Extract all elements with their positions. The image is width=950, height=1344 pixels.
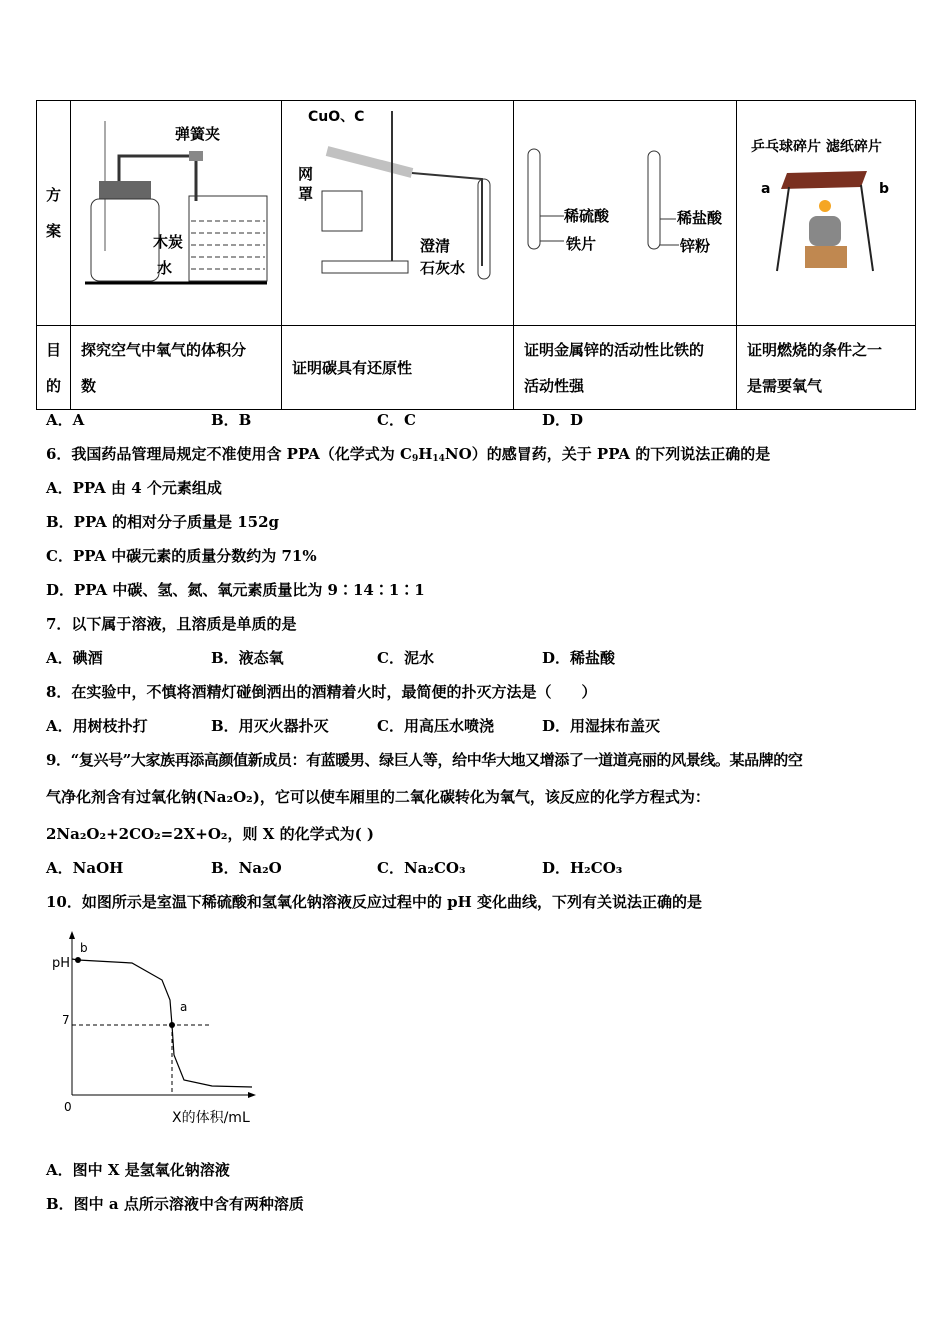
y-tick-0: 0 bbox=[64, 1100, 72, 1114]
purpose-1 bbox=[71, 326, 282, 410]
apparatus-cuo-c bbox=[282, 101, 513, 321]
label-charcoal: 木炭 bbox=[153, 233, 184, 251]
text: H bbox=[418, 445, 433, 463]
purpose-text: 证明金属锌的活动性比铁的 bbox=[524, 340, 705, 359]
label-net: 网 bbox=[298, 165, 314, 183]
purpose-text: 探究空气中氧气的体积分 bbox=[81, 340, 247, 359]
q9-option-c: C．Na₂CO₃ bbox=[377, 859, 466, 877]
diagram-carbon-reduction bbox=[282, 101, 514, 326]
label-b: b bbox=[80, 941, 88, 955]
q8-option-a: A．用树枝扑打 bbox=[46, 717, 148, 735]
purpose-2 bbox=[282, 326, 514, 410]
point-b bbox=[75, 957, 81, 963]
purpose-text: 证明燃烧的条件之一 bbox=[747, 340, 883, 359]
q8-option-d: D．用湿抹布盖灭 bbox=[542, 717, 661, 735]
label-cover: 罩 bbox=[298, 185, 314, 203]
text: 6．我国药品管理局规定不准使用含 PPA（化学式为 C bbox=[46, 445, 412, 463]
row-header-scheme bbox=[37, 101, 71, 326]
q10-option-b: B．图中 a 点所示溶液中含有两种溶质 bbox=[46, 1195, 304, 1213]
label-limewater: 石灰水 bbox=[420, 259, 466, 277]
q9-option-a: A．NaOH bbox=[46, 859, 124, 877]
x-axis-label: X的体积/mL bbox=[172, 1110, 250, 1126]
apparatus-tripod bbox=[737, 101, 915, 321]
apparatus-test-tubes bbox=[514, 101, 736, 321]
q6-option-a: A．PPA 由 4 个元素组成 bbox=[46, 479, 222, 497]
q6-option-d: D．PPA 中碳、氢、氮、氧元素质量比为 9∶14∶1∶1 bbox=[46, 581, 425, 599]
q7-option-a: A．碘酒 bbox=[46, 649, 103, 667]
diagram-oxygen-volume bbox=[71, 101, 282, 326]
q5-option-b: B．B bbox=[211, 411, 252, 429]
label-water: 水 bbox=[157, 259, 173, 277]
label-cuo-c: CuO、C bbox=[308, 109, 365, 125]
label-clear: 澄清 bbox=[420, 237, 451, 255]
q9-equation: 2Na₂O₂+2CO₂=2X+O₂，则 X 的化学式为( ) bbox=[46, 825, 375, 843]
label-a: a bbox=[180, 1000, 188, 1014]
q9-option-b: B．Na₂O bbox=[211, 859, 282, 877]
diagram-metal-activity bbox=[514, 101, 737, 326]
y-axis-arrow bbox=[69, 931, 75, 939]
q7-option-c: C．泥水 bbox=[377, 649, 434, 667]
q7-stem: 7．以下属于溶液，且溶质是单质的是 bbox=[46, 615, 297, 633]
q10-stem: 10．如图所示是室温下稀硫酸和氢氧化钠溶液反应过程中的 pH 变化曲线，下列有关说法正确的是 bbox=[46, 893, 702, 911]
label-dilute-sulfuric: 稀硫酸 bbox=[564, 207, 610, 225]
label-dilute-hcl: 稀盐酸 bbox=[677, 209, 723, 227]
q10-option-a: A．图中 X 是氢氧化钠溶液 bbox=[46, 1161, 230, 1179]
row-header-purpose bbox=[37, 326, 71, 410]
q9-stem-line1: 9．“复兴号”大家族再添高颜值新成员：有蓝暖男、绿巨人等，给中华大地又增添了一道道亮丽的风景线。某品牌的空 bbox=[46, 751, 803, 769]
purpose-text: 活动性强 bbox=[524, 376, 585, 395]
q8-stem: 8．在实验中，不慎将酒精灯碰倒洒出的酒精着火时，最简便的扑灭方法是（ ） bbox=[46, 683, 597, 701]
y-tick-7: 7 bbox=[62, 1013, 70, 1027]
purpose-text: 证明碳具有还原性 bbox=[292, 358, 413, 377]
purpose-text: 数 bbox=[81, 376, 97, 395]
ph-curve bbox=[72, 959, 252, 1087]
label-zinc: 锌粉 bbox=[680, 237, 711, 255]
header-char: 案 bbox=[45, 222, 61, 240]
purpose-text: 是需要氧气 bbox=[747, 376, 823, 395]
q6-option-c: C．PPA 中碳元素的质量分数约为 71% bbox=[46, 547, 317, 565]
q5-option-d: D．D bbox=[542, 411, 584, 429]
purpose-4 bbox=[737, 326, 916, 410]
purpose-3 bbox=[514, 326, 737, 410]
q8-option-b: B．用灭火器扑灭 bbox=[211, 717, 329, 735]
header-char: 方 bbox=[45, 186, 61, 204]
q9-stem-line2: 气净化剂含有过氧化钠(Na₂O₂)，它可以使车厢里的二氧化碳转化为氧气，该反应的化学方程式为： bbox=[46, 788, 710, 806]
text: NO）的感冒药，关于 PPA 的下列说法正确的是 bbox=[444, 445, 771, 463]
ph-curve-chart bbox=[40, 925, 280, 1130]
point-a bbox=[169, 1022, 175, 1028]
y-axis-label: pH bbox=[52, 956, 71, 971]
text: 9 bbox=[411, 454, 419, 464]
q6-stem bbox=[46, 445, 770, 468]
q7-option-b: B．液态氧 bbox=[211, 649, 284, 667]
apparatus-jar-beaker bbox=[71, 101, 281, 321]
q5-option-c: C．C bbox=[377, 411, 416, 429]
q7-option-d: D．稀盐酸 bbox=[542, 649, 616, 667]
diagram-combustion bbox=[737, 101, 916, 326]
q8-option-c: C．用高压水喷浇 bbox=[377, 717, 494, 735]
label-spring-clip: 弹簧夹 bbox=[175, 125, 221, 143]
text: 14 bbox=[432, 454, 445, 464]
x-axis-arrow bbox=[248, 1092, 256, 1098]
experiment-table bbox=[36, 100, 916, 410]
header-char: 的 bbox=[45, 376, 61, 395]
label-a: a bbox=[761, 181, 771, 197]
label-iron: 铁片 bbox=[566, 235, 597, 253]
q5-option-a: A．A bbox=[46, 411, 85, 429]
label-pingpong-filter: 乒乓球碎片 滤纸碎片 bbox=[751, 139, 882, 155]
q6-option-b: B．PPA 的相对分子质量是 152g bbox=[46, 513, 280, 531]
label-b: b bbox=[879, 181, 890, 197]
header-char: 目 bbox=[45, 340, 61, 359]
q9-option-d: D．H₂CO₃ bbox=[542, 859, 623, 877]
